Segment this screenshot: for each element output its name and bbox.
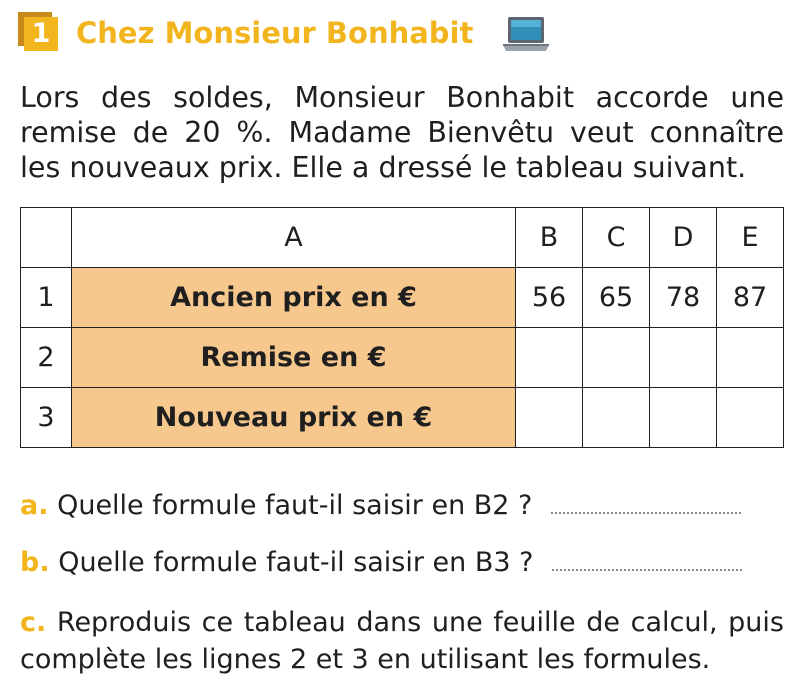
cell-e3 [717,388,784,448]
cell-c1: 65 [583,268,650,328]
row-index: 1 [21,268,72,328]
question-letter: a. [20,490,49,521]
table-row [21,388,784,448]
question-text: Reproduis ce tableau dans une feuille de calcul, puis complète les lignes 2 et 3 en utilisant les formules. [20,607,784,675]
cell-d2 [650,328,717,388]
header-row [21,208,784,268]
cell-c2 [583,328,650,388]
column-header-e: E [717,208,784,268]
column-header-a: A [72,208,516,268]
intro-paragraph: Lors des soldes, Monsieur Bonhabit accorde une remise de 20 %. Madame Bienvêtu veut connaître les nouveaux prix. Elle a dressé le tableau suivant. [20,81,784,184]
corner-cell [21,208,72,268]
cell-b2 [516,328,583,388]
column-header-b: B [516,208,583,268]
table-row [21,268,784,328]
cell-e1: 87 [717,268,784,328]
question-c [20,604,784,678]
cell-d3 [650,388,717,448]
spreadsheet-table [20,207,784,448]
column-header-d: D [650,208,717,268]
question-text: Quelle formule faut-il saisir en B3 ? [58,547,534,578]
question-b [20,545,786,581]
row-index: 3 [21,388,72,448]
column-header-c: C [583,208,650,268]
table-row [21,328,784,388]
cell-c3 [583,388,650,448]
cell-d1: 78 [650,268,717,328]
question-letter: b. [20,547,50,578]
answer-line [551,510,741,514]
question-text: Quelle formule faut-il saisir en B2 ? [57,490,533,521]
row-label: Nouveau prix en € [72,388,516,448]
exercise-number: 1 [24,17,58,51]
row-label: Ancien prix en € [72,268,516,328]
row-label: Remise en € [72,328,516,388]
question-a [20,488,786,524]
exercise-header [18,12,578,52]
laptop-icon [500,14,552,54]
answer-line [552,567,742,571]
cell-b3 [516,388,583,448]
exercise-title: Chez Monsieur Bonhabit [76,16,474,50]
row-index: 2 [21,328,72,388]
cell-e2 [717,328,784,388]
question-letter: c. [20,607,47,638]
cell-b1: 56 [516,268,583,328]
